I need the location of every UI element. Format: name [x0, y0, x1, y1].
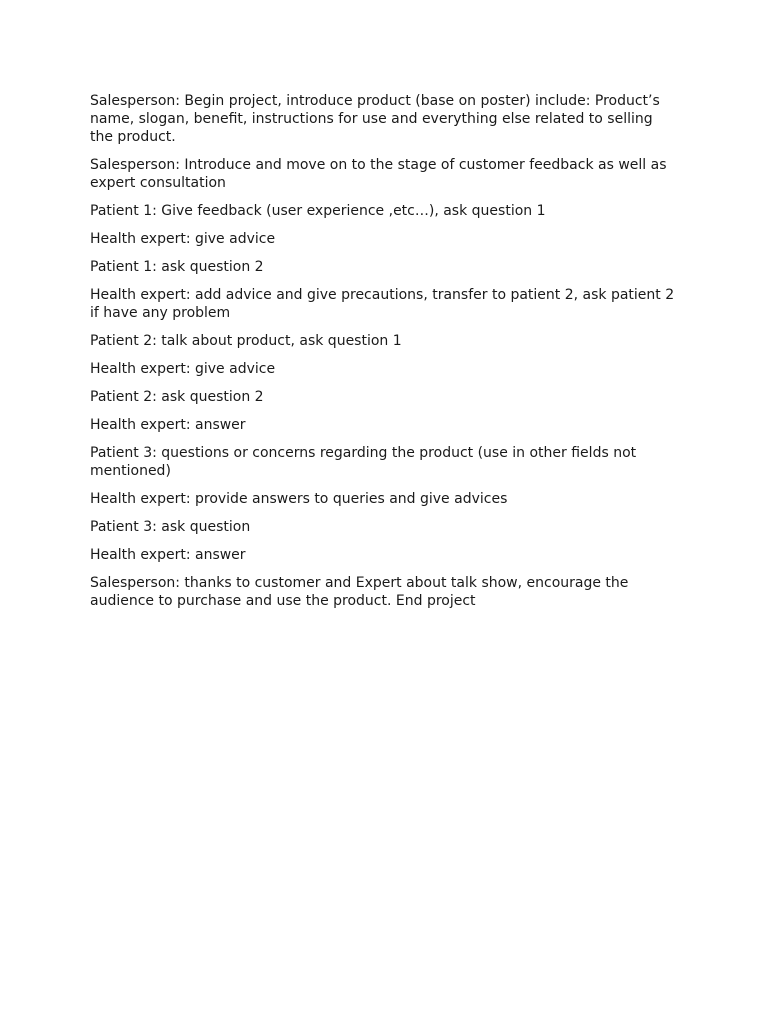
paragraph: Health expert: add advice and give precautions, transfer to patient 2, ask patient 2 if have any problem: [90, 287, 675, 321]
paragraph: Salesperson: Begin project, introduce product (base on poster) include: Product’s name, slogan, benefit, instructions for use and everything else related to selling the product.: [90, 93, 660, 145]
paragraph: Patient 2: ask question 2: [90, 389, 264, 405]
paragraph: Patient 2: talk about product, ask question 1: [90, 333, 402, 349]
paragraph: Patient 1: Give feedback (user experience ,etc…), ask question 1: [90, 203, 546, 219]
paragraph: Health expert: answer: [90, 547, 246, 563]
document-body: [90, 92, 680, 620]
paragraph: Patient 3: ask question: [90, 519, 251, 535]
paragraph: Salesperson: thanks to customer and Expert about talk show, encourage the audience to purchase and use the product. End project: [90, 575, 629, 609]
paragraph: Patient 1: ask question 2: [90, 259, 264, 275]
paragraph: Salesperson: Introduce and move on to the stage of customer feedback as well as expert consultation: [90, 157, 667, 191]
paragraph: Health expert: provide answers to queries and give advices: [90, 491, 508, 507]
paragraph: Patient 3: questions or concerns regarding the product (use in other fields not mentioned): [90, 445, 637, 479]
paragraph: Health expert: give advice: [90, 361, 276, 377]
paragraph: Health expert: answer: [90, 417, 246, 433]
paragraph: Health expert: give advice: [90, 231, 276, 247]
